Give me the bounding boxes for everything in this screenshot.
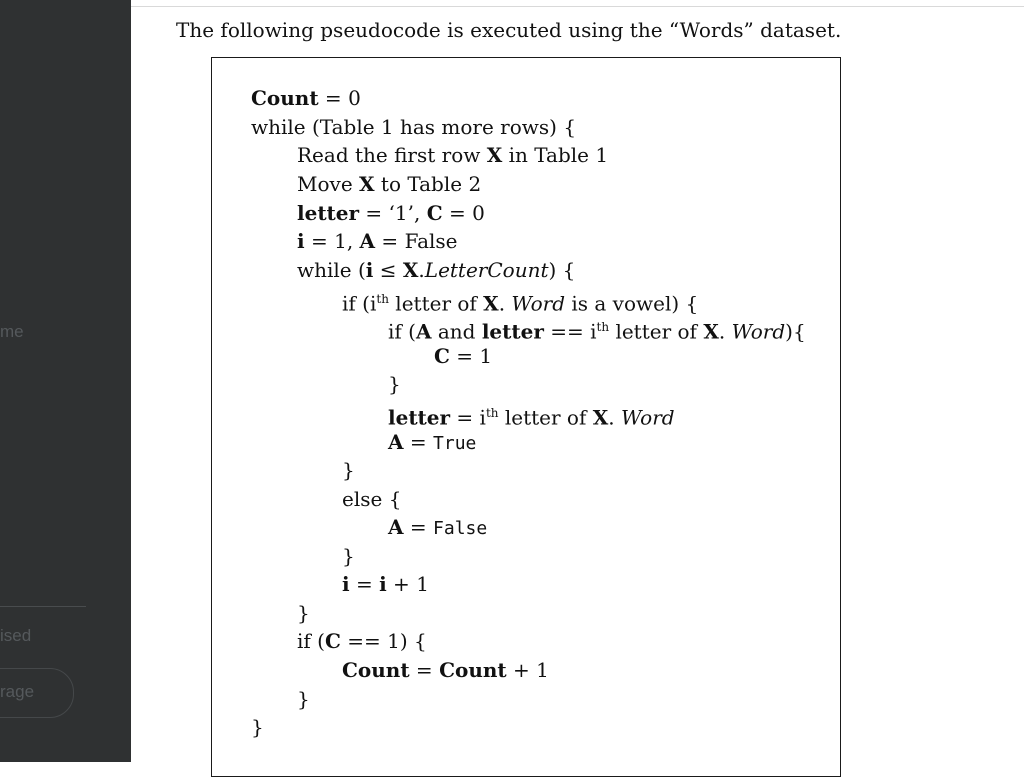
code-line-outer-while: while (Table 1 has more rows) { [251,115,577,139]
sidebar-divider [0,606,86,607]
code-line-letter-update: letter = $i^{th}$ letter of X. Word [388,405,675,430]
sidebar [0,0,131,762]
code-line-a-true: A = True [388,430,477,454]
question-intro: The following pseudocode is executed using the “Words” dataset. [176,18,842,42]
code-line-else: else { [342,487,402,511]
code-line-if-c: if (C == 1) { [297,629,427,653]
code-line-increment: i = i + 1 [342,572,429,596]
code-line-a-false: A = False [388,515,488,539]
code-line-i-a-init: i = 1, A = False [297,229,458,253]
code-line-count-init: Count = 0 [251,86,361,110]
code-line-close-outer-while: } [251,715,264,739]
code-line-inner-while: while (i ≤ X.LetterCount) { [297,258,576,282]
code-line-move-row: Move X to Table 2 [297,172,482,196]
top-divider [131,6,1024,7]
code-line-close-else: } [342,544,355,568]
code-line-close-inner-while: } [297,601,310,625]
code-line-if-repeat: if (A and letter == $i^{th}$ letter of X. Word){ [388,319,806,344]
code-line-read-row: Read the first row X in Table 1 [297,143,609,167]
code-line-c-set: C = 1 [434,344,493,368]
code-line-if-vowel: if ($i^{th}$ letter of X. Word is a vowel) { [342,291,699,316]
code-line-close-if-c: } [297,687,310,711]
sidebar-item-home[interactable]: me [0,322,24,341]
sidebar-item-used[interactable]: ised [0,626,32,645]
code-line-close-if-vowel: } [342,458,355,482]
code-line-close-if-repeat: } [388,372,401,396]
pseudocode-box [211,57,841,777]
code-line-letter-init: letter = ‘1’, C = 0 [297,201,485,225]
sidebar-item-average[interactable]: rage [0,682,35,701]
code-line-count-increment: Count = Count + 1 [342,658,549,682]
